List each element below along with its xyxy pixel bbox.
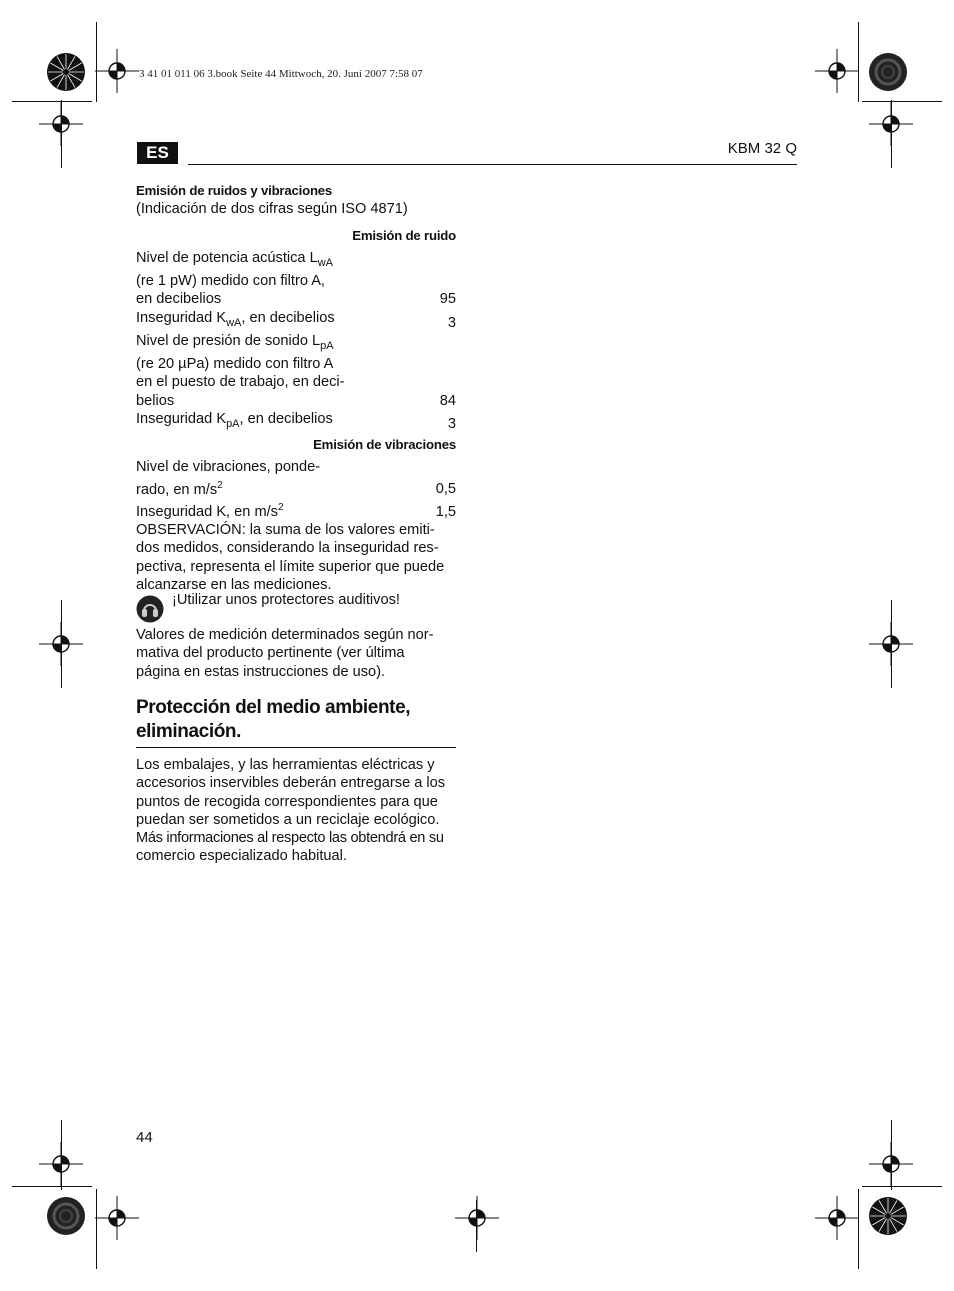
color-rosette-icon xyxy=(46,1196,86,1236)
lwa-label-line2: (re 1 pW) medido con filtro A, xyxy=(136,273,325,290)
vibration-level-value: 0,5 xyxy=(435,481,456,498)
registration-mark-icon xyxy=(455,1196,499,1240)
registration-mark-icon xyxy=(815,1196,859,1240)
registration-mark-icon xyxy=(869,102,913,146)
lwa-row: en decibelios 95 xyxy=(136,291,456,308)
header-rule xyxy=(188,164,797,165)
lpa-label: Nivel de presión de sonido $L_{pA}$ xyxy=(136,332,334,352)
color-rosette-icon xyxy=(868,1196,908,1236)
lwa-value: 95 xyxy=(439,291,456,308)
ear-protection-icon xyxy=(136,595,164,623)
registration-mark-icon xyxy=(95,1196,139,1240)
kwa-row: Inseguridad $K_{wA}$, en decibelios 3 xyxy=(136,309,456,331)
color-rosette-icon xyxy=(868,52,908,92)
vibration-level-row: rado, en $m/s^2$ 0,5 xyxy=(136,479,456,498)
environment-paragraph: Los embalajes, y las herramientas eléctricas y accesorios inservibles deberán entregarse a los puntos de recogida correspondientes para que puedan ser sometidos a un reciclaje ecológico. Más informaciones al respecto las obtendrá en su comercio especializado habitual. xyxy=(136,757,446,865)
registration-mark-icon xyxy=(95,49,139,93)
measurement-text: Valores de medición determinados según nor- mativa del producto pertinente (ver última página en estas instrucciones de uso). xyxy=(136,627,434,680)
color-rosette-icon xyxy=(46,52,86,92)
registration-mark-icon xyxy=(39,102,83,146)
kpa-row: Inseguridad $K_{pA}$, en decibelios 3 xyxy=(136,410,456,432)
environment-rule xyxy=(136,747,456,748)
vibration-level-label: Nivel de vibraciones, ponde- xyxy=(136,459,321,476)
lpa-label-line3: en el puesto de trabajo, en deci- xyxy=(136,374,345,391)
lpa-value: 84 xyxy=(439,392,456,409)
vibration-k-row: Inseguridad K, en $m/s^2$ 1,5 xyxy=(136,501,456,520)
vibration-section xyxy=(136,436,456,594)
crop-line xyxy=(862,1186,942,1187)
environment-heading: Protección del medio ambiente, eliminación. xyxy=(136,697,411,742)
section-title: Emisión de ruidos y vibraciones xyxy=(136,183,333,198)
kwa-value: 3 xyxy=(447,314,456,331)
language-tab: ES xyxy=(137,142,178,164)
noise-section xyxy=(136,182,456,433)
print-info: 3 41 01 011 06 3.book Seite 44 Mittwoch, 20. Juni 2007 7:58 07 xyxy=(139,68,423,80)
note-text: OBSERVACIÓN: la suma de los valores emiti- dos medidos, considerando la inseguridad res- pectiva, representa el límite superior que puede alcanzarse en las mediciones. xyxy=(136,521,445,593)
registration-mark-icon xyxy=(39,622,83,666)
page-number: 44 xyxy=(136,1129,153,1146)
section-subtitle: (Indicación de dos cifras según ISO 4871) xyxy=(136,201,408,218)
kpa-value: 3 xyxy=(447,415,456,432)
registration-mark-icon xyxy=(815,49,859,93)
ear-protection-text: ¡Utilizar unos protectores auditivos! xyxy=(172,592,400,608)
model-name: KBM 32 Q xyxy=(727,140,797,157)
lwa-label: Nivel de potencia acústica $L_{wA}$ xyxy=(136,249,333,269)
registration-mark-icon xyxy=(39,1142,83,1186)
registration-mark-icon xyxy=(869,622,913,666)
lpa-row: belios 84 xyxy=(136,392,456,409)
vibration-heading: Emisión de vibraciones xyxy=(313,437,456,452)
crop-line xyxy=(12,1186,92,1187)
registration-mark-icon xyxy=(869,1142,913,1186)
vibration-k-value: 1,5 xyxy=(435,503,456,520)
lpa-label-line2: (re 20 µPa) medido con filtro A xyxy=(136,356,334,373)
noise-heading: Emisión de ruido xyxy=(352,227,456,243)
